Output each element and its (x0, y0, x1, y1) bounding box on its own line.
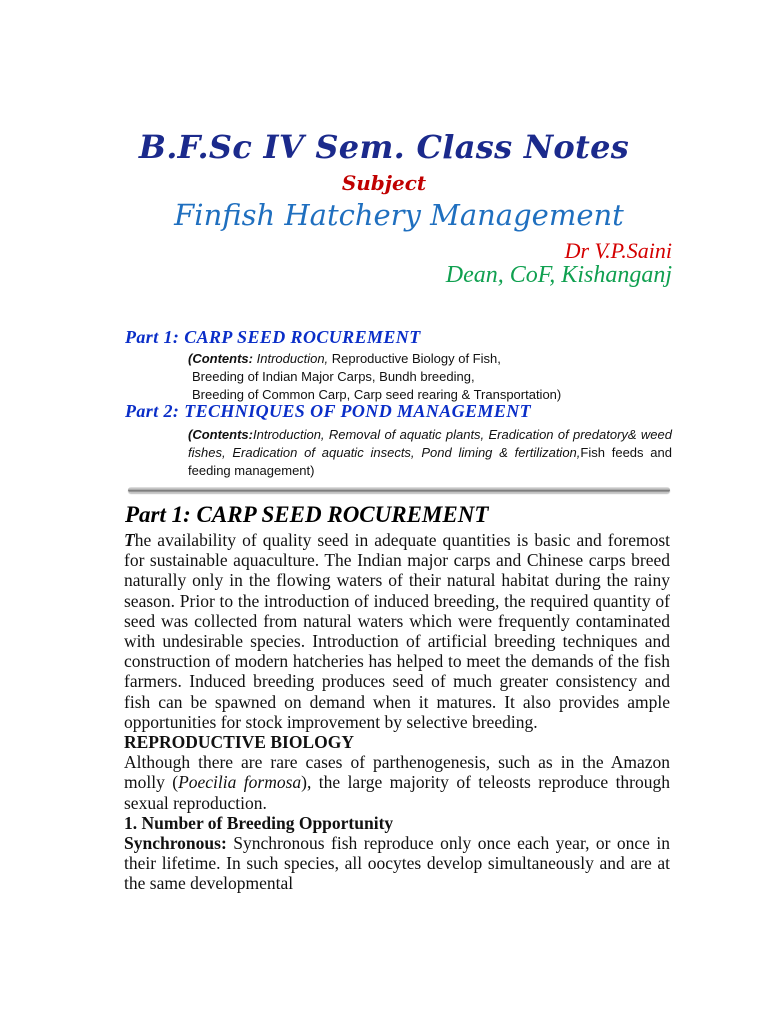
subject-label: Subject (341, 171, 427, 195)
drop-cap: T (124, 530, 135, 550)
subheading-breeding-opportunity: 1. Number of Breeding Opportunity (124, 812, 394, 833)
toc-part1-line2: Breeding of Indian Major Carps, Bundh breeding, (192, 369, 475, 384)
toc-part1-heading: Part 1: CARP SEED ROCUREMENT (125, 327, 421, 347)
toc-part2-heading: Part 2: TECHNIQUES OF POND MANAGEMENT (125, 401, 532, 421)
section-title: Part 1: CARP SEED ROCUREMENT (125, 502, 489, 527)
course-title: Finfish Hatchery Management (174, 198, 624, 232)
toc-part2-contents: (Contents:Introduction, Removal of aquatic plants, Eradication of predatory& weed fishes, Eradication of aquatic insects, Pond liming & fertilization,Fish feeds and feeding management) (188, 427, 672, 478)
document-title: B.F.Sc IV Sem. Class Notes (138, 128, 630, 166)
subheading-reproductive-biology: REPRODUCTIVE BIOLOGY (124, 732, 354, 753)
section-body (124, 530, 670, 894)
toc-part1-contents (188, 350, 672, 404)
section-divider (128, 487, 670, 493)
toc-part1-line3: Breeding of Common Carp, Carp seed rearing & Transportation) (192, 387, 562, 402)
term-synchronous: Synchronous: (124, 833, 227, 854)
species-name: Poecilia formosa (178, 772, 302, 793)
contents-label: (Contents: (188, 351, 253, 366)
author-affiliation: Dean, CoF, Kishanganj (445, 262, 672, 288)
toc-part1-line1: (Contents: Introduction, Reproductive Biology of Fish, (188, 351, 501, 366)
synchronous-paragraph: Synchronous: Synchronous fish reproduce only once each year, or once in their lifetime. In such species, all oocytes develop simultaneously and are at the same developmental (124, 833, 670, 894)
author-name: Dr V.P.Saini (564, 238, 672, 263)
reproduction-paragraph: Although there are rare cases of parthenogenesis, such as in the Amazon molly (Poecilia formosa), the large majority of teleosts reproduce through sexual reproduction. (124, 752, 671, 813)
contents-label: (Contents: (188, 427, 253, 442)
intro-paragraph: The availability of quality seed in adequate quantities is basic and foremost for sustainable aquaculture. The Indian major carps and Chinese carps breed naturally only in the flowing waters of their natural habitat during the rainy season. Prior to the introduction of induced breeding, the required quantity of seed was collected from natural waters which were frequently contaminated with undesirable species. Introduction of artificial breeding techniques and construction of modern hatcheries has helped to meet the demands of the fish farmers. Induced breeding produces seed of much greater consistency and fish can be spawned on demand when it matures. It also provides ample opportunities for stock improvement by selective breeding. (124, 530, 670, 732)
